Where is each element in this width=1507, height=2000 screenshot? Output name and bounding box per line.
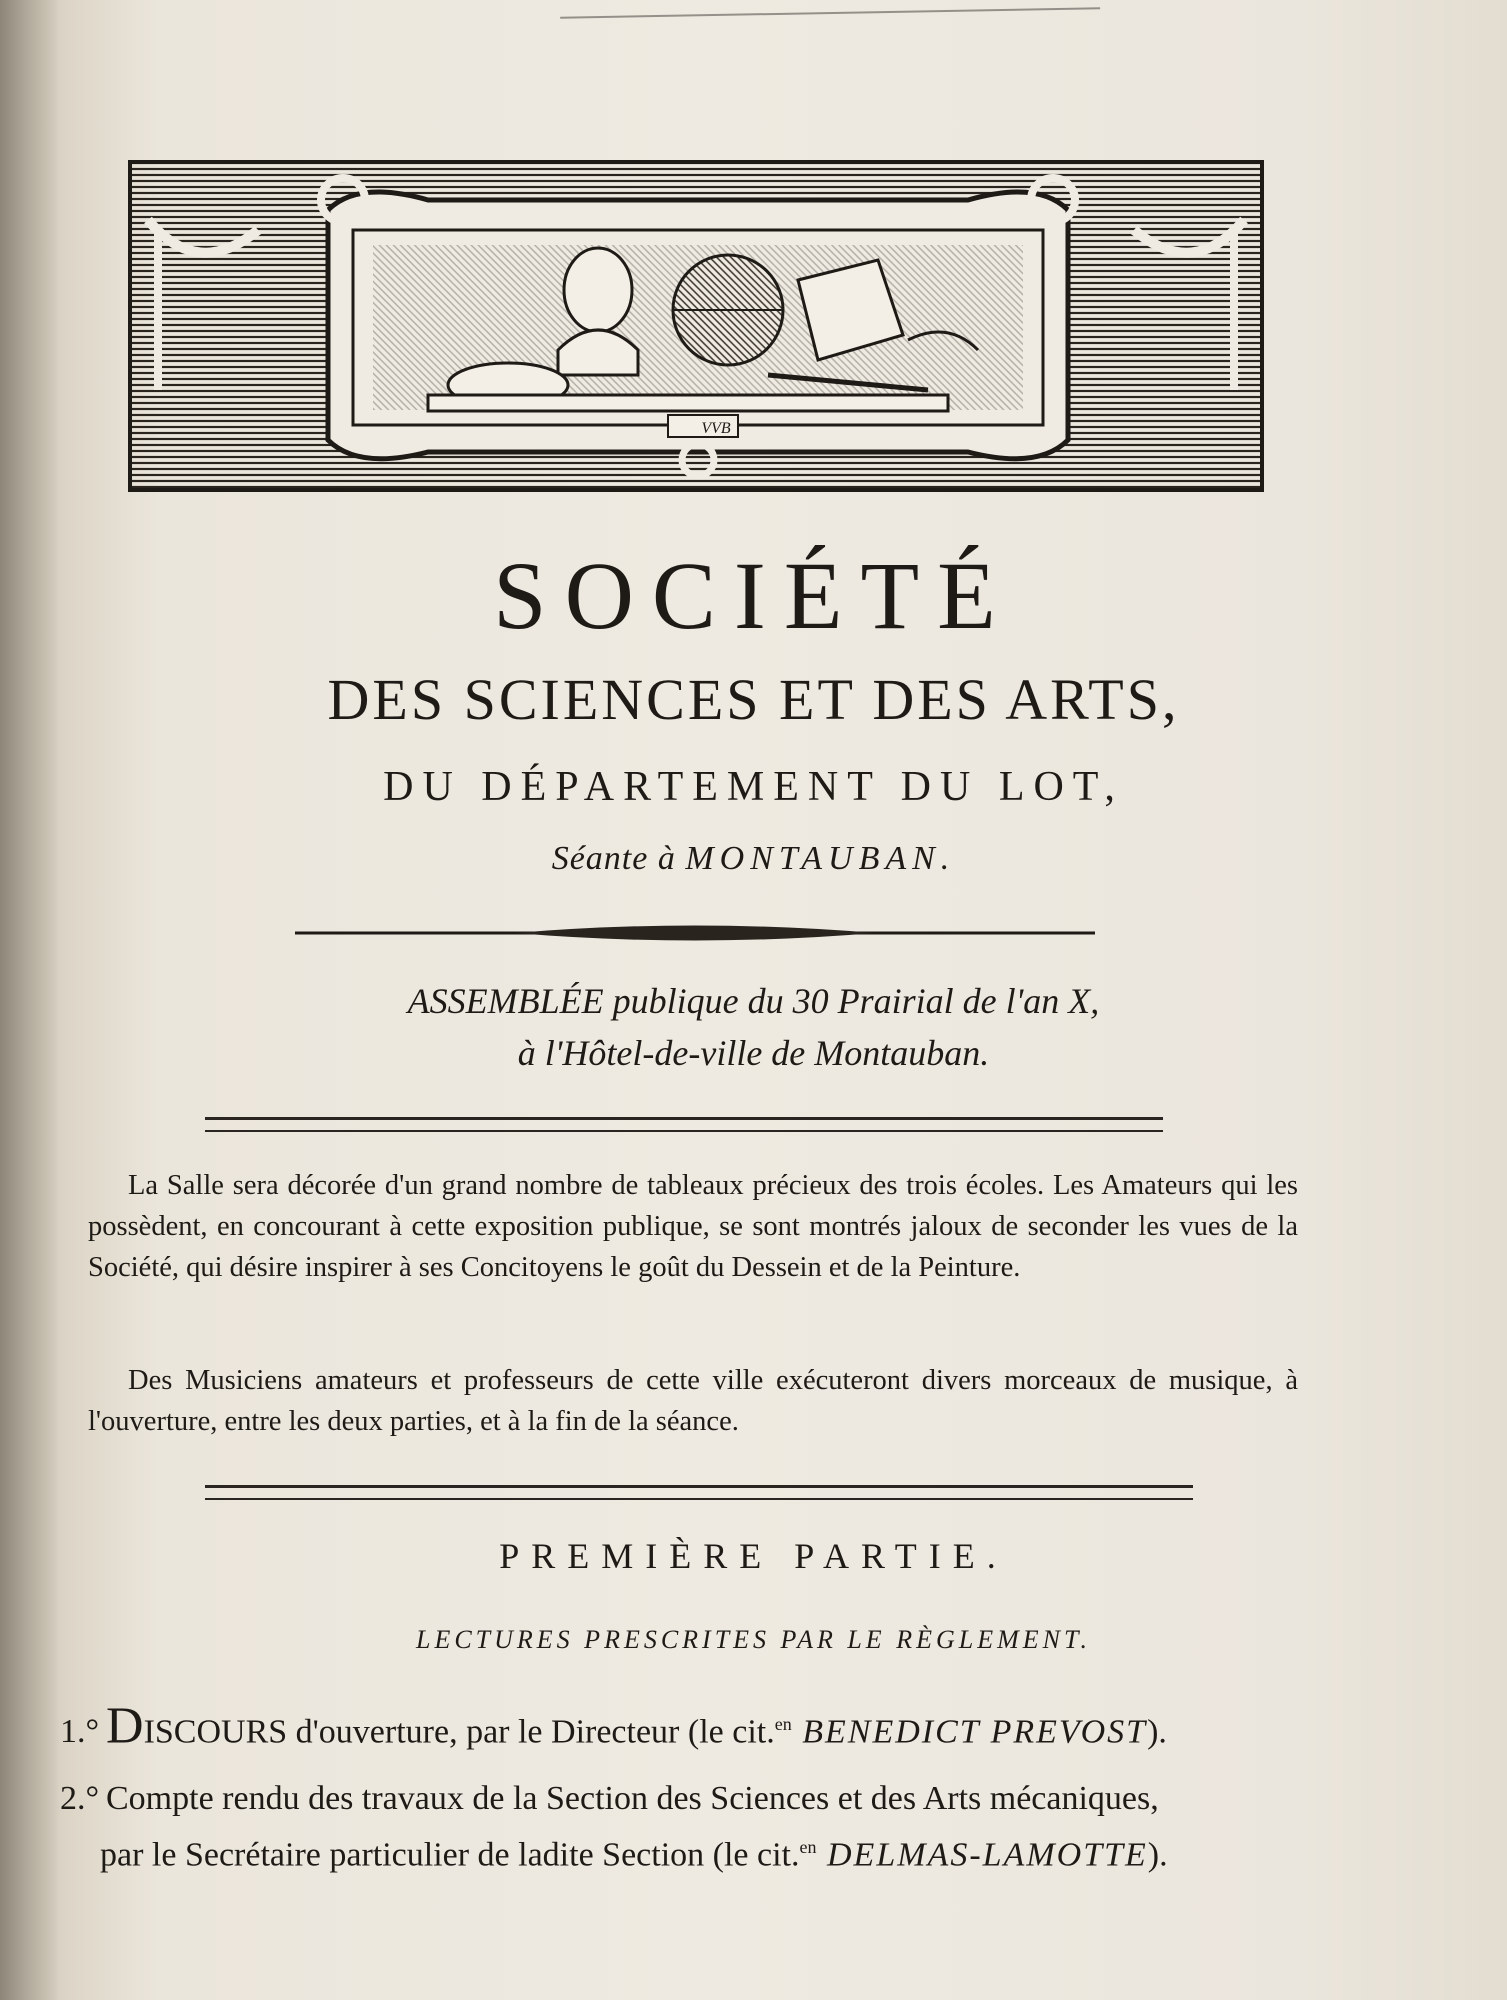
program-item-1: [60, 1697, 1310, 1756]
item-person: BENEDICT PREVOST: [791, 1713, 1148, 1751]
part-title: PREMIÈRE PARTIE.: [499, 1536, 1008, 1576]
item-sup: en: [774, 1714, 792, 1734]
handwritten-note-top: [560, 0, 1100, 19]
item-close: ).: [1147, 1836, 1168, 1874]
item-lead-word: ISCOURS: [143, 1713, 288, 1751]
engraved-headpiece: [128, 160, 1264, 492]
item-text: d'ouverture, par le Directeur (le cit.: [287, 1713, 775, 1751]
item-number: 1.°: [60, 1713, 100, 1751]
seat-prefix: Séante à: [551, 840, 686, 877]
seat-line: [0, 840, 1507, 878]
paragraph-music: Des Musiciens amateurs et professeurs de cette ville exécuteront divers morceaux de musique, à l'ouverture, entre les deux parties, et à la fin de la séance.: [88, 1365, 1298, 1437]
society-subtitle: DES SCIENCES ET DES ARTS,: [327, 667, 1180, 732]
page-title: SOCIÉTÉ: [493, 542, 1014, 649]
headpiece-illustration: [128, 160, 1264, 492]
assembly-line-1: ASSEMBLÉE publique du 30 Prairial de l'an X,: [407, 981, 1100, 1021]
item-close: ).: [1147, 1713, 1167, 1751]
program-item-2: [60, 1775, 1310, 1879]
double-rule-divider-2: [205, 1485, 1193, 1500]
paragraph-exhibition: La Salle sera décorée d'un grand nombre de tableaux précieux des trois écoles. Les Amateurs qui les possèdent, en concourant à cette exposition publique, se sont montrés jaloux de seconder les vues de la Société, qui désire inspirer à ses Concitoyens le goût du Dessein et de la Peinture.: [88, 1170, 1298, 1283]
double-rule-divider: [205, 1117, 1163, 1132]
item-person: DELMAS-LAMOTTE: [816, 1836, 1148, 1874]
drop-initial: D: [106, 1697, 144, 1755]
item-sup: en: [799, 1837, 817, 1857]
item-continuation: [60, 1823, 1310, 1879]
department-subtitle: DU DÉPARTEMENT DU LOT,: [383, 764, 1124, 810]
lectures-heading: LECTURES PRESCRITES PAR LE RÈGLEMENT.: [416, 1625, 1091, 1654]
assembly-line-2: à l'Hôtel-de-ville de Montauban.: [517, 1033, 990, 1073]
item-text-line1: Compte rendu des travaux de la Section des Sciences et des Arts mécaniques,: [106, 1780, 1159, 1817]
headpiece-banner-label: [686, 417, 746, 439]
seat-city: MONTAUBAN.: [685, 840, 956, 877]
item-text-line2: par le Secrétaire particulier de ladite Section (le cit.: [100, 1836, 800, 1874]
ornamental-divider: [295, 920, 1095, 946]
item-number: 2.°: [60, 1780, 100, 1817]
banner-text: VVB: [701, 420, 731, 437]
